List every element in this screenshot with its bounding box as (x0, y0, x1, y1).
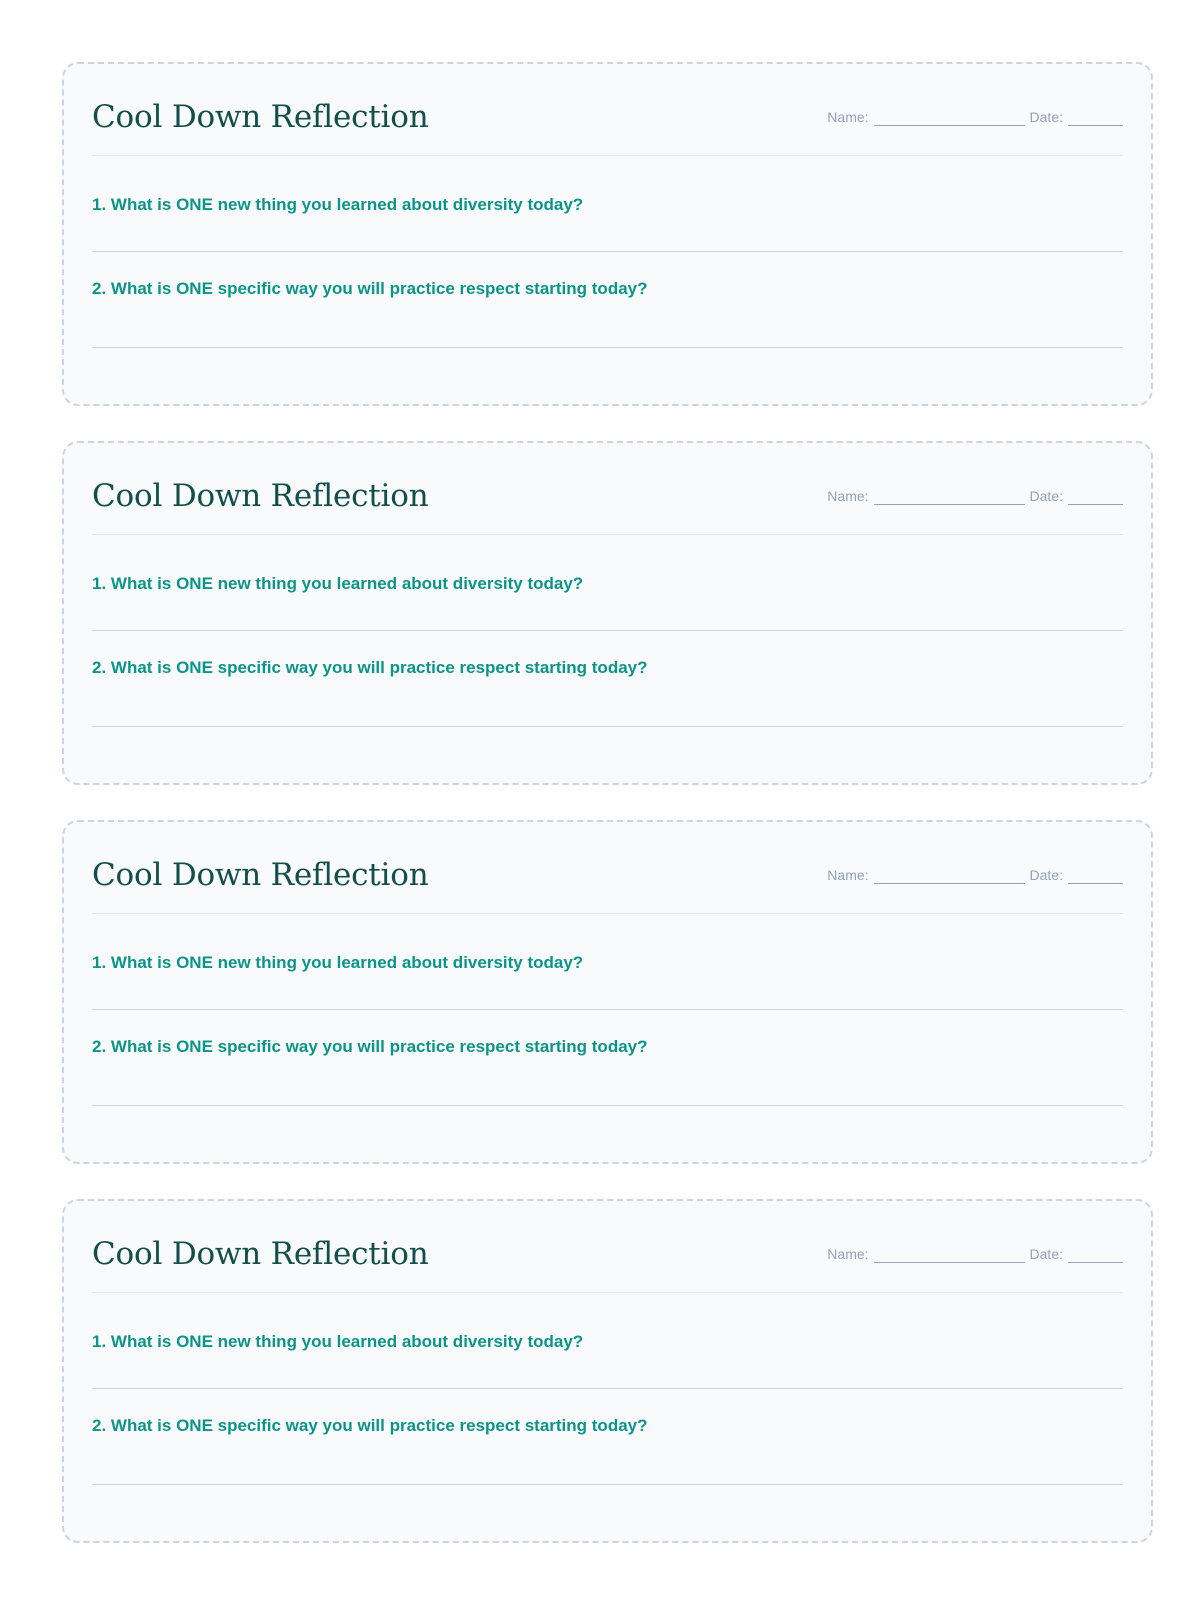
question-block[interactable] (92, 252, 1123, 348)
name-write-line[interactable] (874, 869, 1025, 884)
question-text: 2. What is ONE specific way you will practice respect starting today? (92, 1037, 648, 1056)
date-label: Date: (1029, 488, 1063, 504)
card-header (92, 64, 1123, 156)
question-text: 2. What is ONE specific way you will practice respect starting today? (92, 658, 648, 677)
date-label: Date: (1029, 109, 1063, 125)
name-date-fields (827, 108, 1123, 126)
question-block[interactable] (92, 535, 1123, 631)
date-write-line[interactable] (1068, 869, 1123, 884)
name-date-fields (827, 487, 1123, 505)
name-date-fields (827, 866, 1123, 884)
reflection-card (62, 441, 1153, 785)
reflection-card (62, 62, 1153, 406)
question-block[interactable] (92, 1293, 1123, 1389)
name-label: Name: (827, 1246, 869, 1262)
name-date-fields (827, 1245, 1123, 1263)
card-title: Cool Down Reflection (92, 478, 429, 514)
name-write-line[interactable] (874, 1248, 1025, 1263)
question-block[interactable] (92, 631, 1123, 727)
question-block[interactable] (92, 1010, 1123, 1106)
date-label: Date: (1029, 1246, 1063, 1262)
question-block[interactable] (92, 914, 1123, 1010)
question-text: 1. What is ONE new thing you learned about diversity today? (92, 1332, 584, 1351)
date-write-line[interactable] (1068, 1248, 1123, 1263)
card-title: Cool Down Reflection (92, 1236, 429, 1272)
name-write-line[interactable] (874, 490, 1025, 505)
date-write-line[interactable] (1068, 490, 1123, 505)
name-label: Name: (827, 867, 869, 883)
question-text: 2. What is ONE specific way you will practice respect starting today? (92, 1416, 648, 1435)
worksheet (62, 62, 1153, 1578)
question-text: 2. What is ONE specific way you will practice respect starting today? (92, 279, 648, 298)
card-title: Cool Down Reflection (92, 99, 429, 135)
question-text: 1. What is ONE new thing you learned about diversity today? (92, 953, 584, 972)
question-text: 1. What is ONE new thing you learned about diversity today? (92, 574, 584, 593)
name-label: Name: (827, 488, 869, 504)
date-label: Date: (1029, 867, 1063, 883)
reflection-card (62, 1199, 1153, 1543)
reflection-card (62, 820, 1153, 1164)
question-block[interactable] (92, 1389, 1123, 1485)
question-block[interactable] (92, 156, 1123, 252)
question-text: 1. What is ONE new thing you learned about diversity today? (92, 195, 584, 214)
card-header (92, 1201, 1123, 1293)
card-title: Cool Down Reflection (92, 857, 429, 893)
date-write-line[interactable] (1068, 111, 1123, 126)
card-header (92, 822, 1123, 914)
name-label: Name: (827, 109, 869, 125)
name-write-line[interactable] (874, 111, 1025, 126)
card-header (92, 443, 1123, 535)
